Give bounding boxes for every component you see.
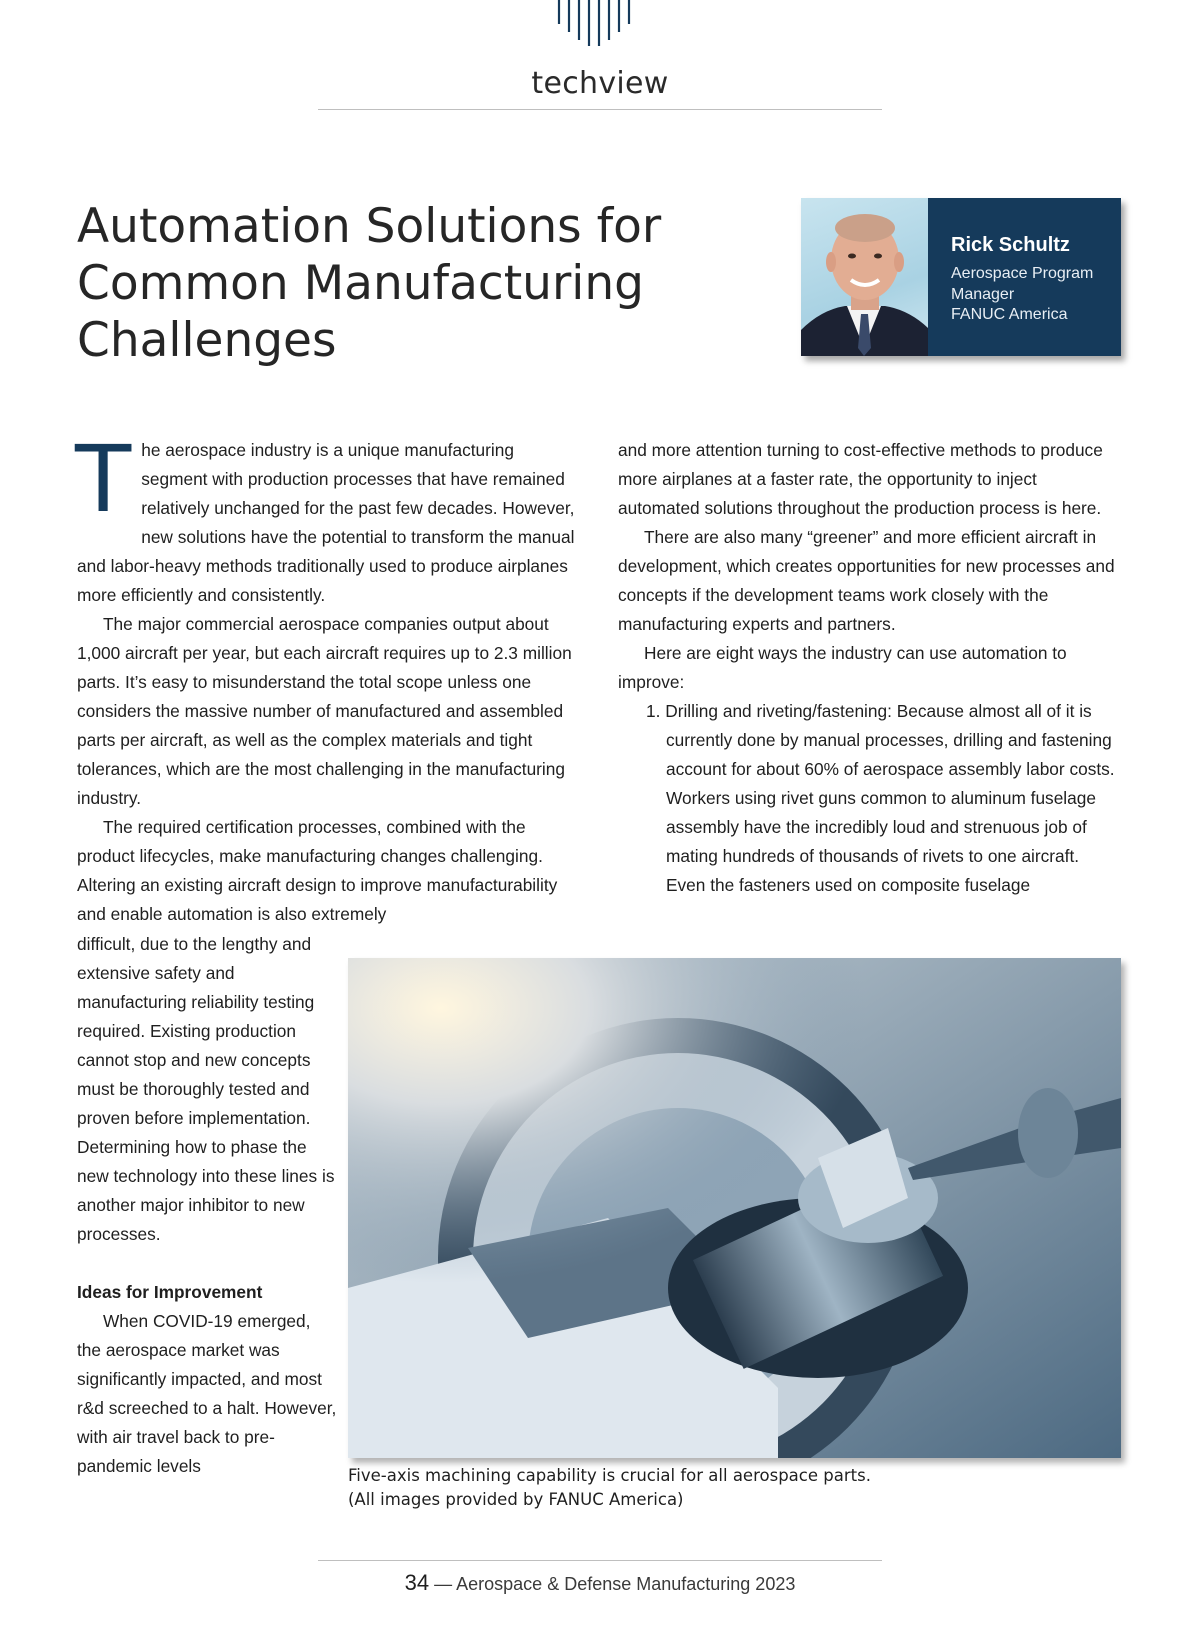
page-number: 34 [404,1570,430,1595]
image-caption-line: Five-axis machining capability is crucial for all aerospace parts. [348,1466,871,1485]
left-column-top [75,426,582,929]
machining-photo [348,958,1121,1458]
footer-divider [318,1560,882,1561]
header-divider [318,109,882,110]
left-column-narrow [77,930,339,1481]
paragraph: The major commercial aerospace companies output about 1,000 aircraft per year, but each aircraft requires up to 2.3 million parts. It’s easy to misunderstand the total scope unless one considers the massive number of manufactured and assembled parts per aircraft, as well as the complex materials and tight tolerances, which are the most challenging in the manufacturing industry. [77,614,572,808]
author-role: Aerospace Program Manager [951,265,1094,303]
paragraph: The required certification processes, combined with the product lifecycles, make manufacturing changes challenging. Altering an existing aircraft design to improve manufacturability and enable automation is also extremely [77,817,558,924]
paragraph: Here are eight ways the industry can use automation to improve: [618,643,1067,692]
paragraph: When COVID-19 emerged, the aerospace market was significantly impacted, and most r&d screeched to a halt. However, with air travel back to pre-pandemic levels [77,1311,337,1476]
image-caption [348,1464,968,1512]
list-item: 1. Drilling and riveting/fastening: Because almost all of it is currently done by manual processes, drilling and fastening account for about 60% of aerospace assembly labor costs. Workers using rivet guns common to aluminum fuselage assembly have the incredibly loud and strenuous job of mating hundreds of thousands of rivets to one aircraft. Even the fasteners used on composite fuselage [646,701,1115,895]
image-caption-credit: (All images provided by FANUC America) [348,1490,684,1509]
section-subhead: Ideas for Improvement [77,1282,263,1302]
author-portrait-image [801,198,928,356]
drop-cap: T [75,426,132,533]
masthead-lines-logo [556,0,646,48]
section-label: techview [531,66,669,101]
right-column [618,436,1123,900]
paragraph-continued: difficult, due to the lengthy and extensive safety and manufacturing reliability testing required. Existing production cannot stop and new concepts must be thoroughly tested and proven before implementation. Determining how to phase the new technology into these lines is another major inhibitor to new processes. [77,934,335,1244]
paragraph: and more attention turning to cost-effective methods to produce more airplanes at a faster rate, the opportunity to inject automated solutions throughout the production process is here. [618,440,1103,518]
author-photo [801,198,928,356]
five-axis-machine-image [348,958,1121,1458]
author-name: Rick Schultz [951,234,1070,256]
footer-separator: — [434,1574,453,1594]
author-card [801,198,1121,356]
publication-name: Aerospace & Defense Manufacturing 2023 [456,1574,796,1594]
intro-paragraph: The aerospace industry is a unique manufacturing segment with production processes that have remained relatively unchanged for the past few decades. However, new solutions have the potential to transform the manual and labor-heavy methods traditionally used to produce airplanes more efficiently and consistently. [75,426,575,605]
article-title: Automation Solutions for Common Manufacturing Challenges [77,199,662,368]
paragraph: There are also many “greener” and more efficient aircraft in development, which creates opportunities for new processes and concepts if the development teams work closely with the manufacturing experts and partners. [618,527,1115,634]
author-organization: FANUC America [951,306,1068,323]
page-footer [0,1570,1200,1596]
